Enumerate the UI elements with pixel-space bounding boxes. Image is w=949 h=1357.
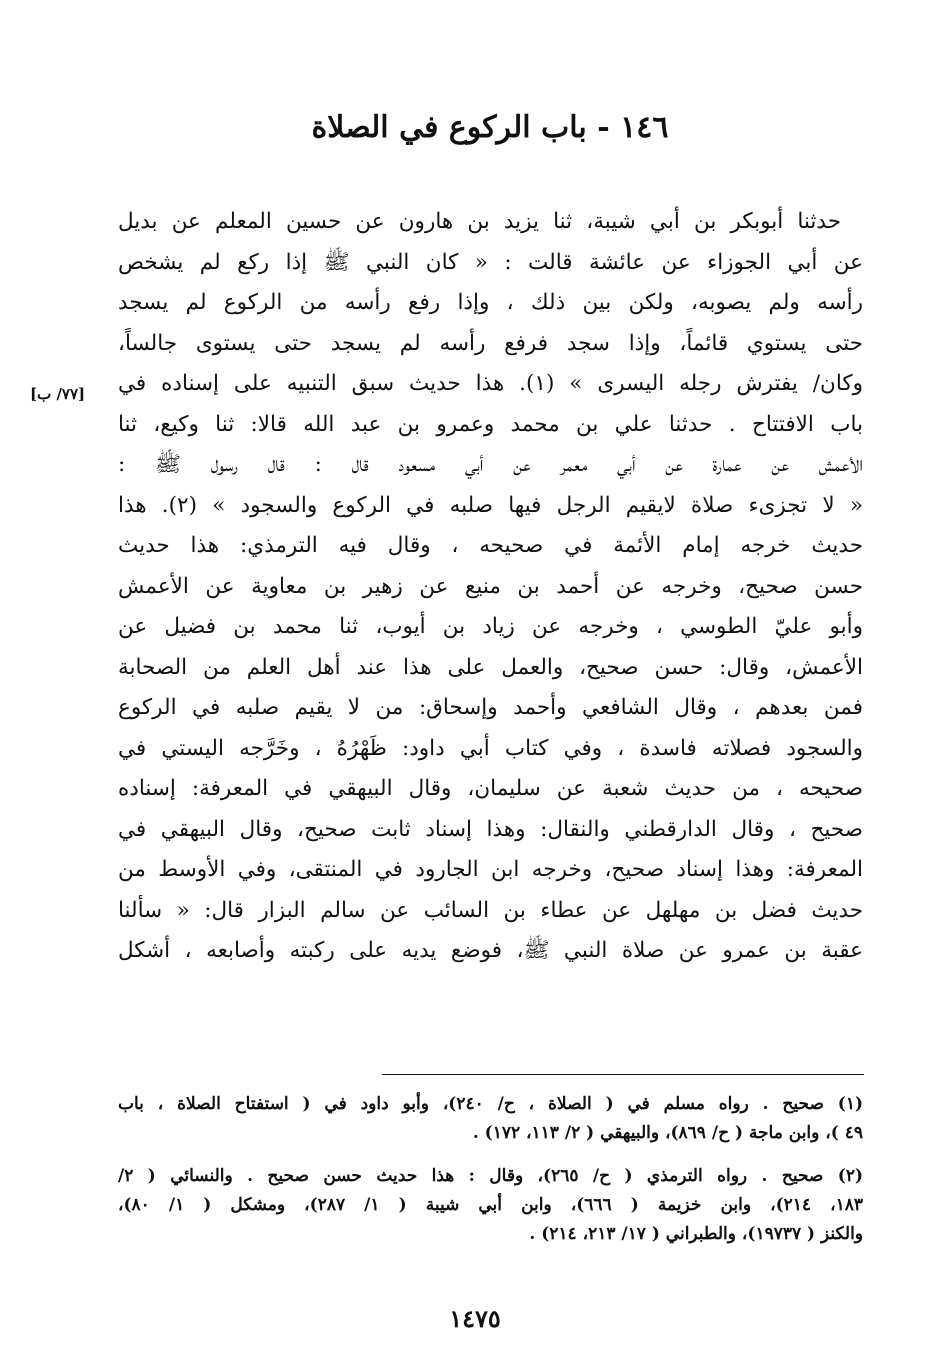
chapter-title: ١٤٦ - باب الركوع في الصلاة bbox=[311, 110, 669, 145]
footnote-line: (٢) صحيح . رواه الترمذي ( ح/ ٢٦٥)، وقال : هذا حديث حسن صحيح . والنسائي ( ٢/ bbox=[118, 1166, 863, 1186]
text-line: عن أبي الجوزاء عن عائشة قالت : « كان النبي ﷺ إذا ركع لم يشخص bbox=[118, 249, 863, 275]
text-line: باب الافتتاح . حدثنا علي بن محمد وعمرو بن عبد الله قالا: ثنا وكيع، ثنا bbox=[118, 411, 863, 437]
main-text bbox=[118, 202, 863, 972]
manuscript-folio-note: [٧٧/ ب] bbox=[30, 385, 86, 403]
footnotes bbox=[118, 1090, 863, 1249]
text-line: الأعمش، وقال: حسن صحيح، والعمل على هذا عند أهل العلم من الصحابة bbox=[118, 654, 863, 680]
text-line: « لا تجزىء صلاة لايقيم الرجل فيها صلبه في الركوع والسجود » (٢). هذا bbox=[118, 492, 863, 518]
footnote-2 bbox=[118, 1162, 863, 1249]
text-line: الأعمش عن عمارة عن أبي معمر عن أبي مسعود قال : قال رسول ﷺ : bbox=[118, 452, 863, 477]
footnote-line: ٤٩ )، وابن ماجة ( ح/ ٨٦٩)، والبيهقي ( ٢/ ١١٣، ١٧٢) . bbox=[472, 1123, 863, 1143]
text-line: حسن صحيح، وخرجه عن أحمد بن منيع عن زهير بن معاوية عن الأعمش bbox=[118, 573, 863, 599]
footnote-separator bbox=[382, 1074, 864, 1075]
footnote-gap bbox=[118, 1148, 863, 1162]
footnote-1 bbox=[118, 1090, 863, 1148]
text-line: فمن بعدهم ، وقال الشافعي وأحمد وإسحاق: من لا يقيم صلبه في الركوع bbox=[118, 695, 863, 720]
text-line: حدثنا أبوبكر بن أبي شيبة، ثنا يزيد بن هارون عن حسين المعلم عن بديل bbox=[118, 209, 841, 234]
text-line: حديث خرجه إمام الأئمة في صحيحه ، وقال فيه الترمذي: هذا حديث bbox=[118, 533, 863, 558]
text-line: حديث فضل بن مهلهل عن عطاء بن السائب عن سالم البزار قال: « سألنا bbox=[118, 897, 863, 923]
footnote-line: ١٨٣، ٢١٤)، وابن خزيمة ( ٦٦٦)، وابن أبي شيبة ( ١/ ٢٨٧)، ومشكل ( ١/ ٨٠)، bbox=[118, 1195, 863, 1215]
footnote-line: (١) صحيح . رواه مسلم في ( الصلاة ، ح/ ٢٤٠)، وأبو داود في ( استفتاح الصلاة ، باب bbox=[118, 1094, 863, 1114]
text-line: وكان/ يفترش رجله اليسرى » (١). هذا حديث سبق التنبيه على إسناده في bbox=[118, 371, 863, 396]
footnote-line: والكنز ( ١٩٧٣٧)، والطبراني ( ١٧/ ٢١٣، ٢١٤) . bbox=[529, 1224, 863, 1244]
page-number: ١٤٧٥ bbox=[449, 1304, 501, 1333]
text-line: عقبة بن عمرو عن صلاة النبي ﷺ، فوضع يديه على ركبته وأصابعه ، أشكل bbox=[118, 938, 863, 963]
text-line: المعرفة: وهذا إسناد صحيح، وخرجه ابن الجارود في المنتقى، وفي الأوسط من bbox=[118, 857, 863, 882]
text-line: وأبو عليّ الطوسي ، وخرجه عن زياد بن أيوب، ثنا محمد بن فضيل عن bbox=[118, 614, 863, 639]
text-line: صحيح ، وقال الدارقطني والنقال: وهذا إسناد ثابت صحيح، وقال البيهقي في bbox=[118, 816, 863, 842]
text-line: حتى يستوي قائماً، وإذا سجد فرفع رأسه لم يسجد حتى يستوى جالساً، bbox=[118, 330, 863, 356]
text-line: والسجود فصلاته فاسدة ، وفي كتاب أبي داود: ظَهْرُهُ ، وخَرَّجه اليستي في bbox=[118, 735, 863, 761]
text-line: صحيحه ، من حديث شعبة عن سليمان، وقال البيهقي في المعرفة: إسناده bbox=[118, 776, 863, 801]
text-line: رأسه ولم يصوبه، ولكن بين ذلك ، وإذا رفع رأسه من الركوع لم يسجد bbox=[118, 290, 863, 315]
